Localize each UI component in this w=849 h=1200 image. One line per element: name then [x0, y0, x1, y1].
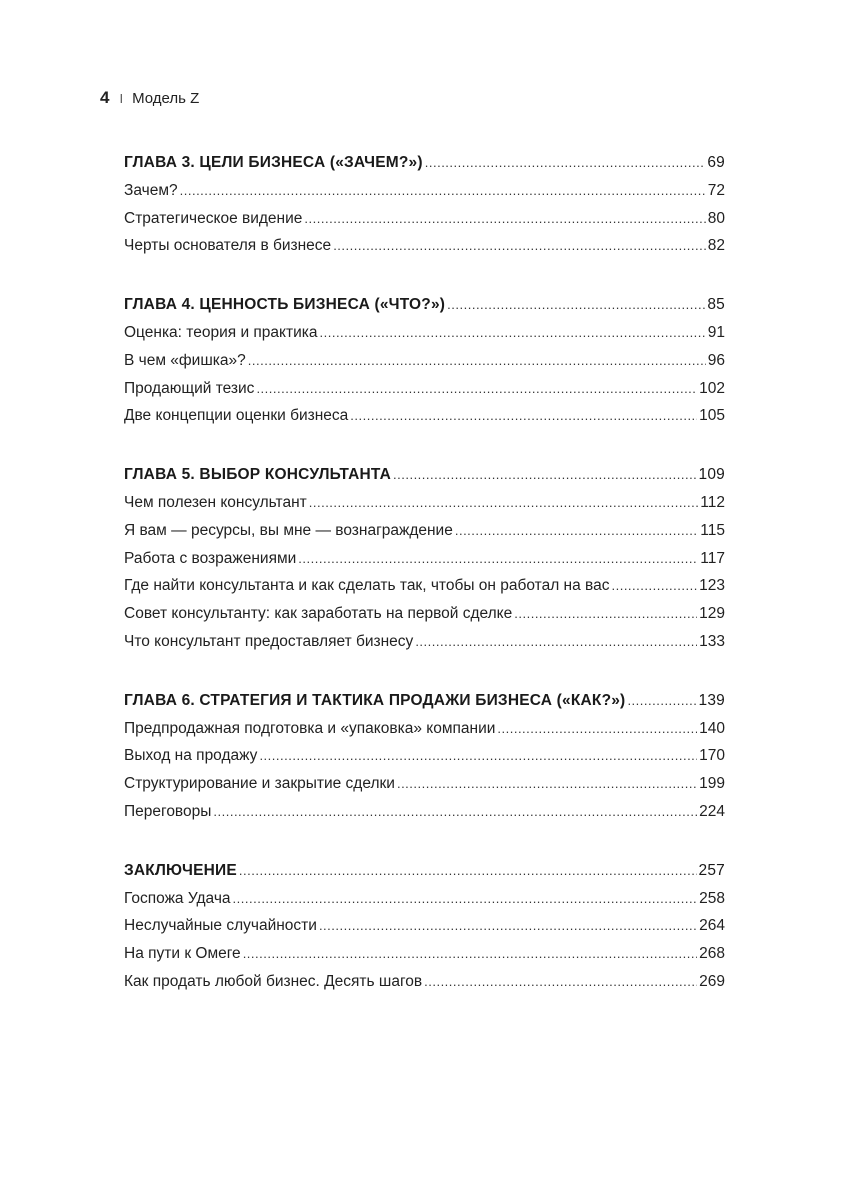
dot-leader [243, 940, 697, 968]
dot-leader [627, 687, 696, 715]
entry-page-number: 117 [700, 549, 725, 567]
toc-entry-row [124, 319, 725, 347]
book-title: Модель Z [132, 90, 200, 107]
entry-page-number: 102 [699, 379, 725, 397]
table-of-contents [124, 149, 725, 1027]
dot-leader [180, 177, 706, 205]
entry-page-number: 199 [699, 775, 725, 793]
toc-chapter-row [124, 857, 725, 885]
entry-page-number: 112 [700, 493, 725, 511]
dot-leader [424, 968, 697, 996]
toc-entry-row [124, 912, 725, 940]
entry-page-number: 72 [707, 181, 725, 199]
entry-page-number: 140 [699, 719, 725, 737]
chapter-title: ГЛАВА 6. СТРАТЕГИЯ И ТАКТИКА ПРОДАЖИ БИЗНЕСА («КАК?») [124, 691, 626, 709]
entry-title: Неслучайные случайности [124, 917, 317, 935]
entry-title: Совет консультанту: как заработать на первой сделке [124, 605, 513, 623]
entry-title: Черты основателя в бизнесе [124, 237, 332, 255]
toc-entry-row [124, 968, 725, 996]
toc-entry-row [124, 205, 725, 233]
entry-page-number: 129 [699, 605, 725, 623]
entry-page-number: 258 [699, 889, 725, 907]
entry-title: Где найти консультанта и как сделать так, чтобы он работал на вас [124, 577, 610, 595]
toc-entry-row [124, 177, 725, 205]
entry-title: В чем «фишка»? [124, 351, 246, 369]
dot-leader [447, 291, 705, 319]
dot-leader [309, 489, 699, 517]
toc-entry-row [124, 375, 725, 403]
entry-page-number: 170 [699, 747, 725, 765]
dot-leader [397, 770, 697, 798]
entry-page-number: 133 [699, 632, 725, 650]
entry-page-number: 268 [699, 945, 725, 963]
chapter-page-number: 69 [707, 154, 725, 171]
dot-leader [320, 319, 706, 347]
dot-leader [350, 402, 697, 430]
entry-title: Что консультант предоставляет бизнесу [124, 632, 414, 650]
chapter-page-number: 109 [698, 466, 725, 484]
entry-page-number: 269 [699, 972, 725, 990]
entry-title: Госпожа Удача [124, 889, 231, 907]
header-separator: I [119, 91, 124, 106]
dot-leader [256, 375, 697, 403]
toc-entry-row [124, 885, 725, 913]
chapter-title: ГЛАВА 5. ВЫБОР КОНСУЛЬТАНТА [124, 466, 392, 484]
dot-leader [319, 912, 697, 940]
dot-leader [259, 742, 697, 770]
chapter-title: ГЛАВА 4. ЦЕННОСТЬ БИЗНЕСА («ЧТО?») [124, 296, 446, 314]
toc-entry-row [124, 402, 725, 430]
dot-leader [213, 798, 697, 826]
dot-leader [298, 545, 698, 573]
page-number: 4 [100, 88, 110, 107]
entry-title: На пути к Омеге [124, 945, 241, 963]
dot-leader [333, 232, 706, 260]
entry-page-number: 82 [707, 237, 725, 255]
dot-leader [514, 600, 697, 628]
entry-page-number: 91 [707, 323, 725, 341]
toc-entry-row [124, 232, 725, 260]
entry-title: Оценка: теория и практика [124, 323, 318, 341]
toc-chapter-row [124, 461, 725, 489]
entry-page-number: 105 [699, 407, 725, 425]
entry-title: Структурирование и закрытие сделки [124, 775, 395, 793]
chapter-page-number: 257 [698, 861, 725, 879]
chapter-title: ГЛАВА 3. ЦЕЛИ БИЗНЕСА («ЗАЧЕМ?») [124, 154, 423, 171]
toc-entry-row [124, 545, 725, 573]
toc-entry-row [124, 742, 725, 770]
dot-leader [425, 149, 706, 177]
dot-leader [611, 572, 697, 600]
chapter-title: ЗАКЛЮЧЕНИЕ [124, 861, 237, 879]
toc-chapter-row [124, 149, 725, 177]
toc-entry-row [124, 940, 725, 968]
toc-entry-row [124, 770, 725, 798]
dot-leader [393, 461, 697, 489]
entry-title: Как продать любой бизнес. Десять шагов [124, 972, 423, 990]
toc-entry-row [124, 600, 725, 628]
toc-entry-row [124, 489, 725, 517]
toc-chapter-row [124, 687, 725, 715]
entry-page-number: 115 [700, 521, 725, 539]
toc-entry-row [124, 715, 725, 743]
toc-section [124, 687, 725, 826]
entry-page-number: 96 [707, 351, 725, 369]
entry-title: Две концепции оценки бизнеса [124, 407, 349, 425]
entry-title: Зачем? [124, 181, 178, 199]
toc-chapter-row [124, 291, 725, 319]
entry-page-number: 123 [699, 577, 725, 595]
toc-entry-row [124, 347, 725, 375]
toc-section [124, 857, 725, 996]
dot-leader [239, 857, 697, 885]
entry-page-number: 264 [699, 917, 725, 935]
dot-leader [497, 715, 697, 743]
toc-entry-row [124, 798, 725, 826]
running-head [100, 88, 199, 109]
toc-section [124, 461, 725, 656]
chapter-page-number: 139 [698, 691, 725, 709]
entry-title: Продающий тезис [124, 379, 255, 397]
entry-title: Чем полезен консультант [124, 493, 307, 511]
entry-title: Выход на продажу [124, 747, 258, 765]
entry-title: Я вам — ресурсы, вы мне — вознаграждение [124, 521, 453, 539]
entry-title: Предпродажная подготовка и «упаковка» компании [124, 719, 496, 737]
entry-title: Переговоры [124, 802, 212, 820]
dot-leader [455, 517, 698, 545]
entry-title: Работа с возражениями [124, 549, 297, 567]
entry-page-number: 80 [707, 209, 725, 227]
toc-entry-row [124, 517, 725, 545]
toc-section [124, 149, 725, 260]
entry-page-number: 224 [699, 802, 725, 820]
chapter-page-number: 85 [707, 296, 725, 314]
toc-entry-row [124, 628, 725, 656]
dot-leader [233, 885, 698, 913]
toc-section [124, 291, 725, 430]
dot-leader [304, 205, 705, 233]
dot-leader [248, 347, 706, 375]
toc-entry-row [124, 572, 725, 600]
entry-title: Стратегическое видение [124, 209, 303, 227]
dot-leader [415, 628, 697, 656]
